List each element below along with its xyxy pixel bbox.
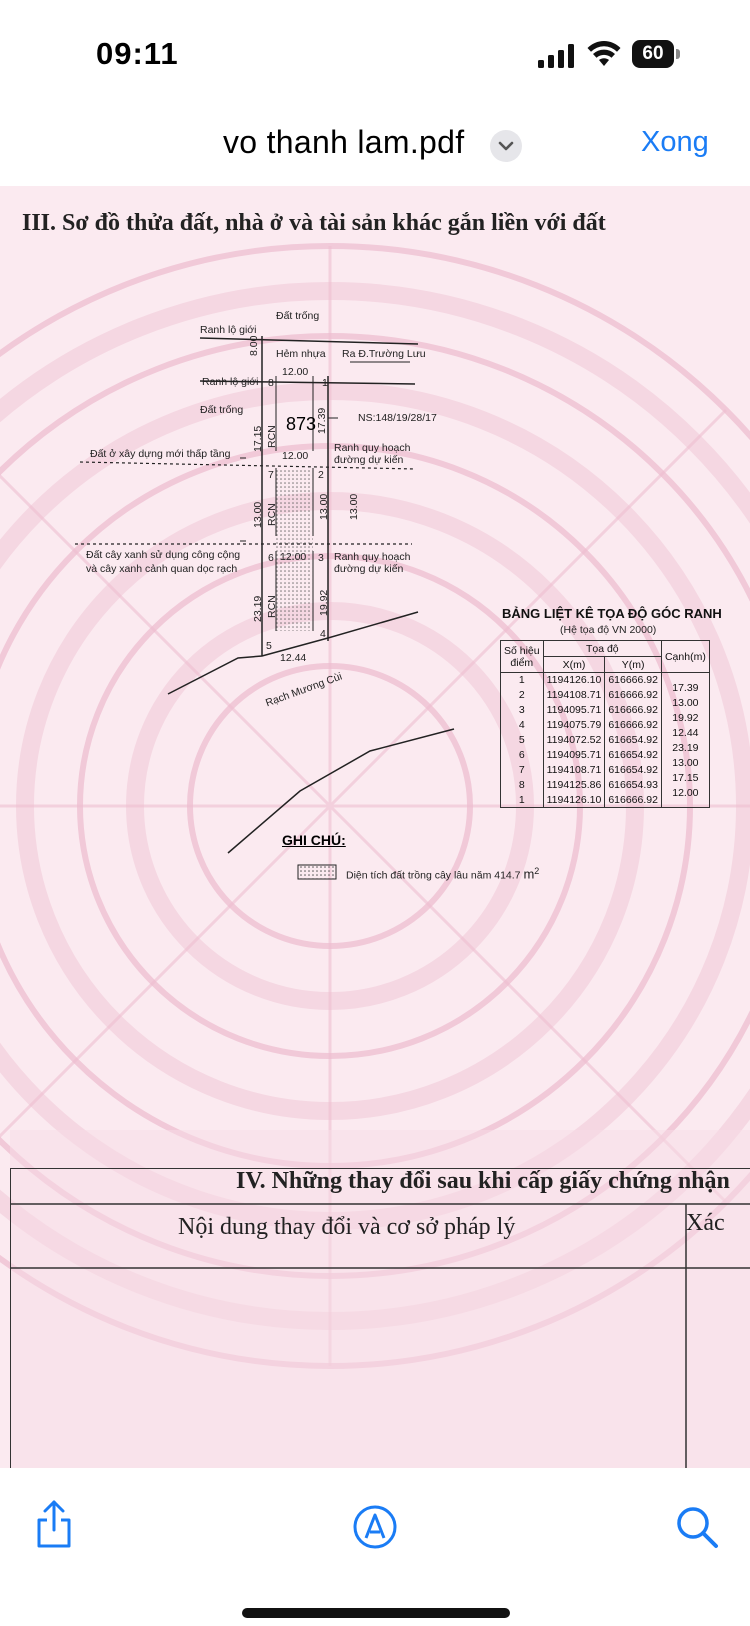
coordinates-body bbox=[501, 673, 710, 808]
dimension-mid-width: 12.00 bbox=[282, 450, 309, 462]
battery-icon bbox=[632, 40, 680, 68]
point-7: 7 bbox=[268, 469, 274, 481]
edge-length: 13.00 bbox=[661, 756, 709, 771]
header-coordinates: Tọa độ bbox=[543, 641, 661, 657]
coordinates-header-row bbox=[501, 641, 710, 657]
label-ranh-lo-gioi: Ranh lộ giới bbox=[202, 376, 259, 388]
y-coordinate: 616666.92 bbox=[605, 673, 662, 688]
done-button[interactable]: Xong bbox=[641, 126, 709, 158]
point-number: 1 bbox=[501, 793, 544, 808]
x-coordinate: 1194075.79 bbox=[543, 718, 605, 733]
label-ranh-lo-gioi-top: Ranh lộ giới bbox=[200, 324, 257, 336]
coordinates-subtitle: (Hệ tọa độ VN 2000) bbox=[560, 624, 657, 636]
label-ra-duong: Ra Đ.Trường Lưu bbox=[342, 348, 426, 360]
y-coordinate: 616654.92 bbox=[605, 748, 662, 763]
point-number: 6 bbox=[501, 748, 544, 763]
home-indicator[interactable] bbox=[242, 1608, 510, 1618]
edge-length: 17.39 bbox=[661, 681, 709, 696]
legend-label: Diện tích đất trồng cây lâu năm 414.7 bbox=[346, 869, 521, 882]
point-3: 3 bbox=[318, 552, 324, 564]
y-coordinate: 616666.92 bbox=[605, 703, 662, 718]
y-coordinate: 616654.92 bbox=[605, 733, 662, 748]
share-button[interactable] bbox=[34, 1498, 74, 1550]
section-4-title: IV. Những thay đổi sau khi cấp giấy chứng nhận bbox=[236, 1168, 730, 1194]
point-number: 7 bbox=[501, 763, 544, 778]
header-x: X(m) bbox=[543, 657, 605, 673]
dimension-top-width: 12.00 bbox=[282, 366, 309, 378]
x-coordinate: 1194108.71 bbox=[543, 763, 605, 778]
label-ns: NS:148/19/28/17 bbox=[358, 412, 437, 424]
label-cay-xanh-1: Đất cây xanh sử dụng công cộng bbox=[86, 549, 241, 561]
signal-icon bbox=[538, 44, 574, 68]
coordinates-row bbox=[501, 673, 710, 688]
y-coordinate: 616666.92 bbox=[605, 793, 662, 808]
x-coordinate: 1194126.10 bbox=[543, 793, 605, 808]
label-rach: Rạch Mương Cùi bbox=[264, 670, 344, 710]
markup-button[interactable] bbox=[352, 1504, 398, 1550]
point-2: 2 bbox=[318, 469, 324, 481]
dimension-17-39: 17.39 bbox=[316, 407, 328, 434]
document-title[interactable]: vo thanh lam.pdf bbox=[223, 124, 465, 160]
chevron-down-icon bbox=[490, 130, 522, 162]
section-4-grid bbox=[10, 1168, 750, 1468]
wifi-icon bbox=[587, 40, 621, 68]
label-dat-o: Đất ở xây dựng mới thấp tầng bbox=[90, 448, 231, 460]
label-rcn-3: RCN bbox=[266, 595, 278, 618]
x-coordinate: 1194095.71 bbox=[543, 748, 605, 763]
status-time: 09:11 bbox=[96, 36, 179, 71]
edge-length: 17.15 bbox=[661, 771, 709, 786]
ghi-chu-title: GHI CHÚ: bbox=[282, 832, 346, 848]
y-coordinate: 616654.92 bbox=[605, 763, 662, 778]
edge-length: 12.44 bbox=[661, 726, 709, 741]
dimension-low-width: 12.00 bbox=[280, 551, 307, 563]
edge-length: 13.00 bbox=[661, 696, 709, 711]
label-dat-trong-left: Đất trống bbox=[200, 404, 244, 416]
edge-length bbox=[661, 801, 709, 816]
point-number: 3 bbox=[501, 703, 544, 718]
point-1: 1 bbox=[322, 377, 328, 389]
label-ranh-quy-hoach-2b: đường dự kiến bbox=[334, 563, 404, 575]
label-ranh-quy-hoach-1a: Ranh quy hoạch bbox=[334, 442, 411, 454]
title-menu-button[interactable] bbox=[490, 130, 522, 162]
section-4-column-content: Nội dung thay đổi và cơ sở pháp lý bbox=[178, 1214, 516, 1240]
label-ranh-quy-hoach-1b: đường dự kiến bbox=[334, 454, 404, 466]
bottom-toolbar bbox=[0, 1468, 750, 1626]
dimension-17-15: 17.15 bbox=[252, 425, 264, 452]
status-bar bbox=[0, 0, 750, 110]
point-5: 5 bbox=[266, 640, 272, 652]
header-edge-length: Cạnh(m) bbox=[661, 641, 709, 673]
edge-length: 19.92 bbox=[661, 711, 709, 726]
dimension-13-left: 13.00 bbox=[252, 501, 264, 528]
point-6: 6 bbox=[268, 552, 274, 564]
battery-level: 60 bbox=[632, 40, 674, 68]
section-4-column-confirm: Xác bbox=[686, 1210, 725, 1236]
battery-cap bbox=[676, 49, 680, 59]
y-coordinate: 616666.92 bbox=[605, 688, 662, 703]
share-icon bbox=[34, 1498, 74, 1550]
legend-unit: m bbox=[523, 866, 535, 882]
x-coordinate: 1194072.52 bbox=[543, 733, 605, 748]
label-cay-xanh-2: và cây xanh cảnh quan dọc rạch bbox=[86, 563, 238, 575]
dimension-19-92: 19.92 bbox=[318, 589, 330, 616]
label-hem-nhua: Hẻm nhựa bbox=[276, 348, 326, 360]
label-rcn-1: RCN bbox=[266, 425, 278, 448]
dimension-13-right: 13.00 bbox=[318, 493, 330, 520]
header-y: Y(m) bbox=[605, 657, 662, 673]
point-number: 1 bbox=[501, 673, 544, 688]
dimension-12-44: 12.44 bbox=[280, 652, 307, 664]
search-icon bbox=[674, 1504, 720, 1550]
section-3-title: III. Sơ đồ thửa đất, nhà ở và tài sản khác gắn liền với đất bbox=[22, 210, 606, 236]
dimension-13-out: 13.00 bbox=[348, 493, 360, 520]
x-coordinate: 1194108.71 bbox=[543, 688, 605, 703]
parcel-number: 873 bbox=[286, 414, 317, 434]
edge-length: 23.19 bbox=[661, 741, 709, 756]
search-button[interactable] bbox=[674, 1504, 720, 1550]
coordinates-table bbox=[500, 640, 710, 808]
x-coordinate: 1194126.10 bbox=[543, 673, 605, 688]
pdf-page[interactable] bbox=[0, 186, 750, 1468]
x-coordinate: 1194125.86 bbox=[543, 778, 605, 793]
section-4-table bbox=[10, 1168, 750, 1468]
dimension-23-19: 23.19 bbox=[252, 595, 264, 622]
parcel-plan bbox=[0, 186, 750, 1086]
legend-exponent: 2 bbox=[534, 866, 540, 876]
point-8: 8 bbox=[268, 377, 274, 389]
point-number: 5 bbox=[501, 733, 544, 748]
markup-icon bbox=[352, 1504, 398, 1550]
point-4: 4 bbox=[320, 628, 326, 640]
label-rcn-2: RCN bbox=[266, 503, 278, 526]
x-coordinate: 1194095.71 bbox=[543, 703, 605, 718]
header-point-number: Số hiệu điểm bbox=[501, 641, 544, 673]
y-coordinate: 616666.92 bbox=[605, 718, 662, 733]
label-dat-trong-top: Đất trống bbox=[276, 310, 320, 322]
edge-length: 12.00 bbox=[661, 786, 709, 801]
point-number: 2 bbox=[501, 688, 544, 703]
legend-text bbox=[346, 866, 539, 882]
dimension-8: 8.00 bbox=[248, 335, 260, 356]
point-number: 4 bbox=[501, 718, 544, 733]
point-number: 8 bbox=[501, 778, 544, 793]
label-ranh-quy-hoach-2a: Ranh quy hoạch bbox=[334, 551, 411, 563]
y-coordinate: 616654.93 bbox=[605, 778, 662, 793]
coordinates-title: BẢNG LIỆT KÊ TỌA ĐỘ GÓC RANH bbox=[502, 606, 722, 621]
